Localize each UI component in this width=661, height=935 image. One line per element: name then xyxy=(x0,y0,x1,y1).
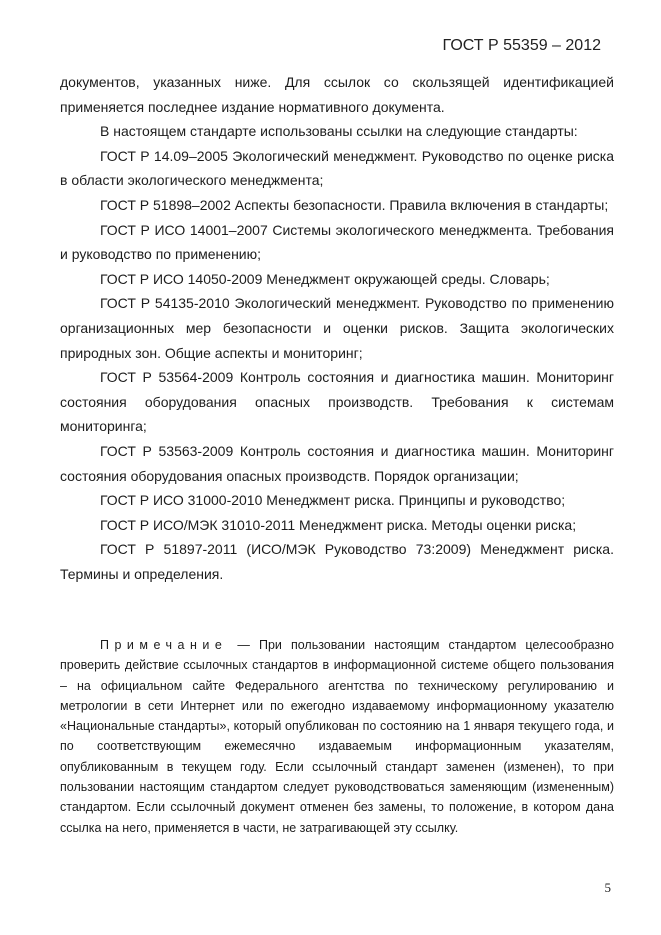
paragraph-continuation: документов, указанных ниже. Для ссылок со скользящей идентификацией применяется последнее издание нормативного документа. xyxy=(60,74,614,115)
reference-item: ГОСТ Р 54135-2010 Экологический менеджмент. Руководство по применению организационных мер безопасности и оценки рисков. Защита экологических природных зон. Общие аспекты и мониторинг; xyxy=(60,295,614,361)
reference-item: ГОСТ Р ИСО 31000-2010 Менеджмент риска. Принципы и руководство; xyxy=(100,492,566,509)
reference-item: ГОСТ Р 53564-2009 Контроль состояния и диагностика машин. Мониторинг состояния оборудования опасных производств. Требования к системам мониторинга; xyxy=(60,369,614,435)
reference-item: ГОСТ Р 51897-2011 (ИСО/МЭК Руководство 73:2009) Менеджмент риска. Термины и определения. xyxy=(60,541,614,582)
reference-item: ГОСТ Р ИСО 14050-2009 Менеджмент окружающей среды. Словарь; xyxy=(100,270,550,287)
paragraph-references-intro: В настоящем стандарте использованы ссылки на следующие стандарты: xyxy=(100,123,578,140)
note-block xyxy=(60,635,614,838)
reference-item: ГОСТ Р ИСО 14001–2007 Системы экологического менеджмента. Требования и руководство по применению; xyxy=(60,221,614,263)
reference-item: ГОСТ Р 51898–2002 Аспекты безопасности. Правила включения в стандарты; xyxy=(100,196,609,213)
reference-item: ГОСТ Р 53563-2009 Контроль состояния и диагностика машин. Мониторинг состояния оборудования опасных производств. Порядок организации; xyxy=(60,442,614,484)
note-text: — При пользовании настоящим стандартом целесообразно проверить действие ссылочных стандартов в информационной системе общего пользования – на официальном сайте Федерального агентства по техническому регулированию и метрологии в сети Интернет или по ежегодно издаваемому информационному указателю «Национальные стандарты», который опубликован по состоянию на 1 января текущего года, и по соответствующим ежемесячно издаваемым информационным указателям, опубликованным в текущем году. Если ссылочный стандарт заменен (изменен), то при пользовании настоящим стандартом следует руководствоваться заменяющим (измененным) стандартом. Если ссылочный документ отменен без замены, то положение, в котором дана ссылка на него, применяется в части, не затрагивающей эту ссылку. xyxy=(60,638,614,835)
note-label: Примечание xyxy=(100,638,228,652)
reference-item: ГОСТ Р ИСО/МЭК 31010-2011 Менеджмент риска. Методы оценки риска; xyxy=(100,516,577,533)
reference-item: ГОСТ Р 14.09–2005 Экологический менеджмент. Руководство по оценке риска в области экологического менеджмента; xyxy=(60,147,614,189)
document-body xyxy=(60,70,614,586)
page-number: 5 xyxy=(604,880,611,895)
document-header: ГОСТ Р 55359 – 2012 xyxy=(442,37,601,54)
